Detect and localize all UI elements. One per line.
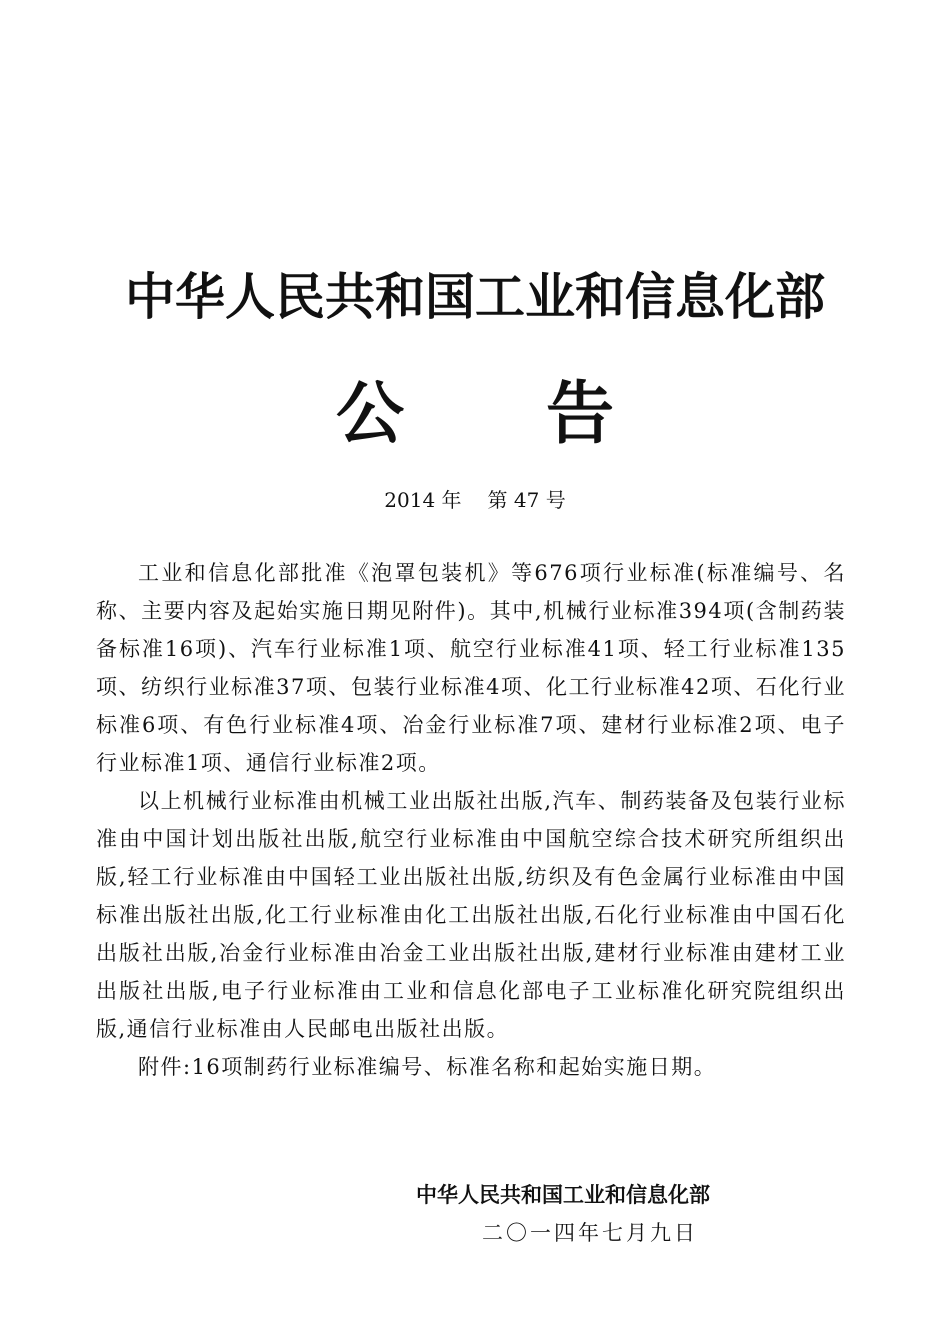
notice-issue-number: 第 47 号	[487, 488, 566, 512]
body-paragraph-3: 附件:16项制药行业标准编号、标准名称和起始实施日期。	[138, 1055, 717, 1079]
body-paragraph-2: 以上机械行业标准由机械工业出版社出版,汽车、制药装备及包装行业标准由中国计划出版社出版,航空行业标准由中国航空综合技术研究所组织出版,轻工行业标准由中国轻工业出版社出版,纺织及有色金属行业标准由中国标准出版社出版,化工行业标准由化工出版社出版,石化行业标准由中国石化出版社出版,冶金行业标准由冶金工业出版社出版,建材行业标准由建材工业出版社出版,电子行业标准由工业和信息化部电子工业标准化研究院组织出版,通信行业标准由人民邮电出版社出版。	[96, 789, 846, 1041]
signature-date: 二〇一四年七月九日	[482, 1221, 698, 1245]
notice-title-char-2: 告	[546, 374, 615, 454]
notice-body	[96, 554, 846, 1086]
body-paragraph-1: 工业和信息化部批准《泡罩包装机》等676项行业标准(标准编号、名称、主要内容及起始实施日期见附件)。其中,机械行业标准394项(含制药装备标准16项)、汽车行业标准1项、航空行业标准41项、轻工行业标准135项、纺织行业标准37项、包装行业标准4项、化工行业标准42项、石化行业标准6项、有色行业标准4项、冶金行业标准7项、建材行业标准2项、电子行业标准1项、通信行业标准2项。	[96, 561, 846, 775]
notice-year: 2014 年	[384, 488, 462, 512]
notice-number	[0, 484, 950, 516]
notice-title	[0, 370, 950, 458]
signature-block	[410, 1176, 790, 1252]
ministry-title: 中华人民共和国工业和信息化部	[125, 268, 825, 326]
notice-title-char-1: 公	[335, 374, 404, 454]
signature-organization: 中华人民共和国工业和信息化部	[416, 1183, 710, 1207]
